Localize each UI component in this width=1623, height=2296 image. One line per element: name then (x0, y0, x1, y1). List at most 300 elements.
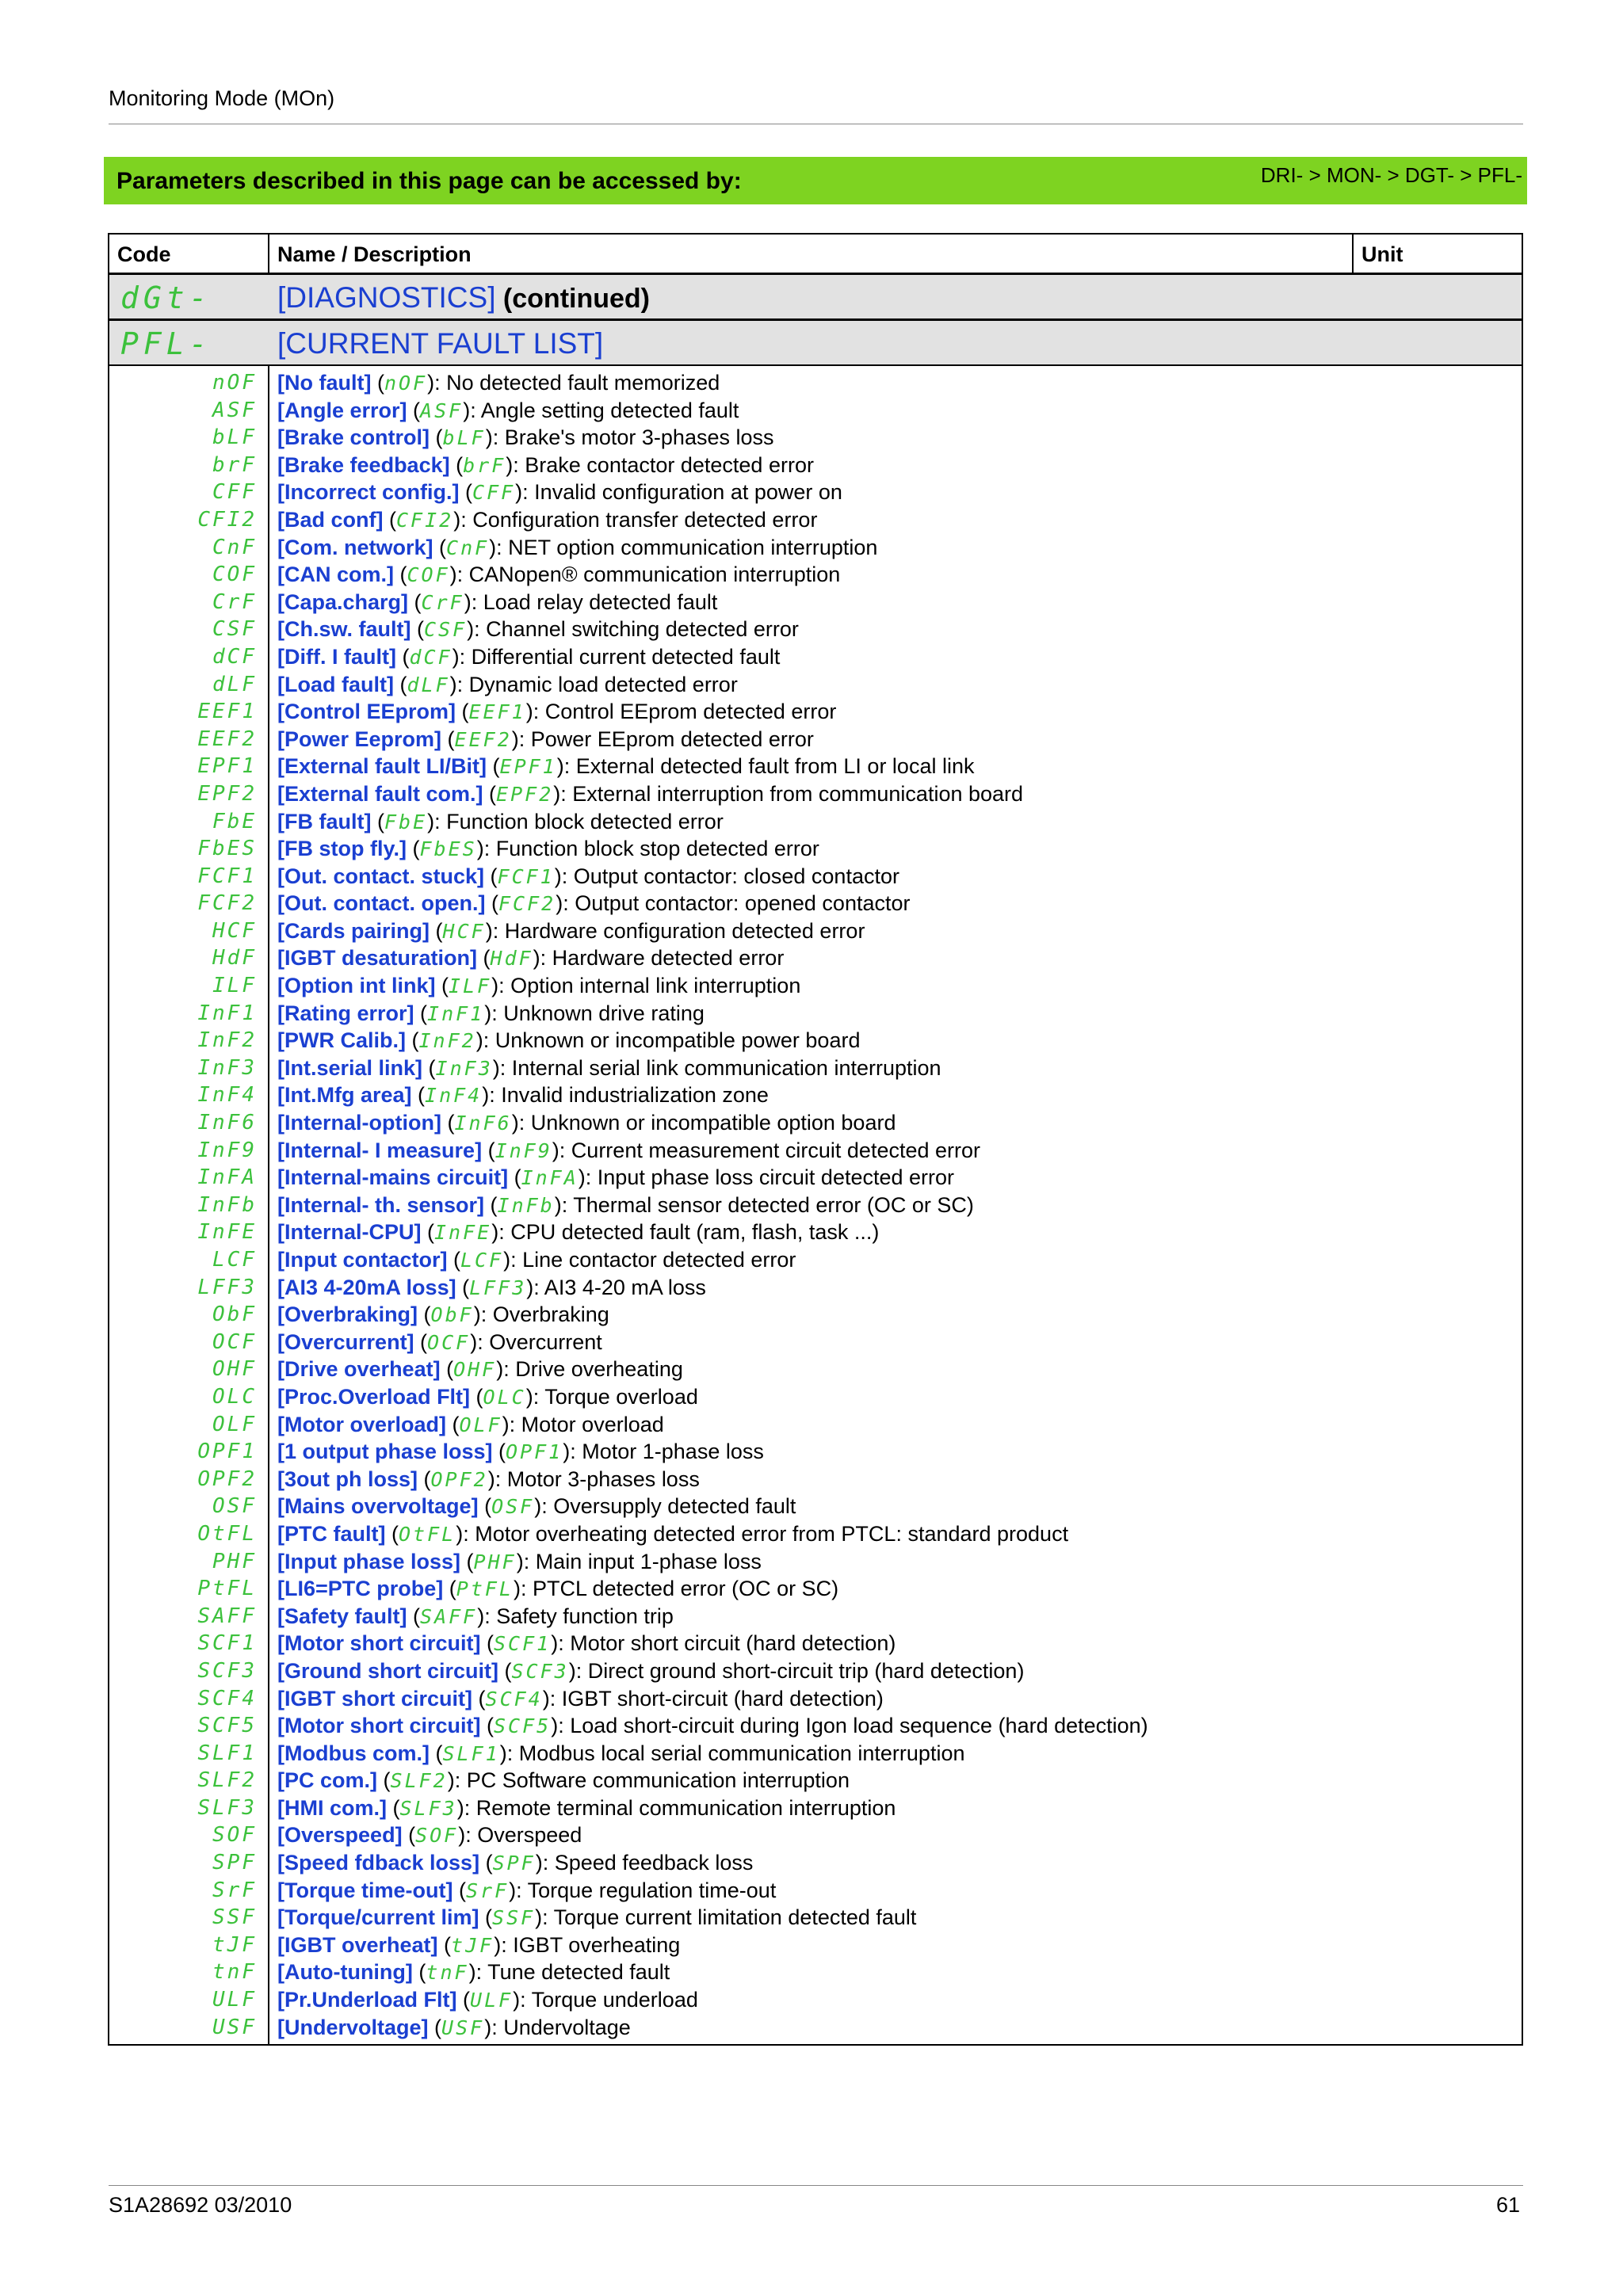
fault-code: FbES (197, 837, 257, 861)
fault-name: [Drive overheat] (277, 1357, 441, 1382)
fault-text: : Internal serial link communication interruption (499, 1055, 941, 1080)
section-title-main: [CURRENT FAULT LIST] (277, 327, 604, 360)
fault-code-inline: brF (463, 453, 506, 477)
fault-name: [PC com.] (277, 1768, 378, 1793)
fault-text: : Output contactor: closed contactor (561, 864, 899, 888)
table-row (109, 1109, 1522, 1137)
fault-code-inline: ILF (448, 974, 492, 998)
fault-name: [Undervoltage] (277, 2015, 429, 2039)
fault-code: OSF (212, 1494, 257, 1519)
table-row (109, 835, 1522, 863)
fault-name: [Brake feedback] (277, 452, 450, 477)
fault-code: SAFF (197, 1604, 257, 1628)
table-row (109, 780, 1522, 808)
fault-name: [Torque time-out] (277, 1878, 453, 1902)
fault-description: [Incorrect config.] (CFF): Invalid configuration at power on (277, 480, 842, 505)
fault-text: : Remote terminal communication interruption (464, 1795, 896, 1820)
fault-name: [1 output phase loss] (277, 1440, 493, 1464)
fault-name: [Incorrect config.] (277, 480, 460, 505)
fault-text: : Modbus local serial communication interruption (506, 1741, 965, 1765)
fault-code-inline: tnF (426, 1961, 469, 1985)
table-row (109, 1411, 1522, 1439)
fault-text: : Power EEprom detected error (518, 727, 814, 751)
fault-description: [Motor short circuit] (SCF1): Motor short circuit (hard detection) (277, 1631, 896, 1656)
fault-code-inline: EEF2 (454, 727, 512, 751)
fault-name: [Mains overvoltage] (277, 1494, 479, 1519)
table-row (109, 972, 1522, 1000)
fault-description: [Int.serial link] (InF3): Internal serial link communication interruption (277, 1055, 941, 1080)
fault-name: [Pr.Underload Flt] (277, 1988, 457, 2012)
fault-text: : Unknown drive rating (491, 1001, 705, 1025)
fault-code-inline: ObF (430, 1303, 474, 1327)
fault-code-inline: CrF (421, 590, 464, 614)
table-row (109, 1055, 1522, 1082)
fault-code: SLF2 (197, 1768, 257, 1793)
fault-code: SCF5 (197, 1714, 257, 1738)
table-row (109, 1493, 1522, 1520)
fault-description: [Rating error] (InF1): Unknown drive rating (277, 1001, 705, 1025)
fault-name: [PTC fault] (277, 1521, 386, 1546)
table-row (109, 1466, 1522, 1493)
table-row (109, 1027, 1522, 1055)
footer-rule (109, 2185, 1523, 2186)
fault-description: [Overbraking] (ObF): Overbraking (277, 1302, 609, 1327)
table-row (109, 1958, 1522, 1986)
fault-code-inline: InFA (521, 1166, 579, 1190)
fault-description: [Input contactor] (LCF): Line contactor detected error (277, 1248, 796, 1272)
fault-description: [Safety fault] (SAFF): Safety function trip (277, 1604, 674, 1628)
fault-code-inline: ASF (420, 399, 464, 422)
fault-code: brF (212, 452, 257, 477)
fault-text: : Hardware detected error (540, 946, 785, 971)
table-row (109, 452, 1522, 479)
fault-code: InF2 (197, 1028, 257, 1053)
fault-description: [Power Eeprom] (EEF2): Power EEprom detected error (277, 727, 814, 751)
table-row (109, 1137, 1522, 1165)
fault-description: [Ch.sw. fault] (CSF): Channel switching detected error (277, 617, 799, 642)
fault-text: : Control EEprom detected error (533, 700, 837, 724)
fault-code: PHF (212, 1549, 257, 1573)
fault-text: : Option internal link interruption (498, 974, 801, 998)
fault-code-inline: USF (441, 2016, 485, 2039)
fault-code: bLF (212, 425, 257, 450)
fault-name: [Internal-option] (277, 1111, 441, 1135)
fault-code: CSF (212, 617, 257, 642)
fault-code-inline: FCF2 (498, 892, 556, 916)
fault-description: [Angle error] (ASF): Angle setting detected fault (277, 398, 739, 422)
fault-code: SLF1 (197, 1741, 257, 1765)
fault-name: [Diff. I fault] (277, 644, 396, 669)
fault-text: : No detected fault memorized (434, 371, 720, 395)
fault-name: [Ch.sw. fault] (277, 617, 411, 642)
fault-name: [IGBT overheat] (277, 1932, 438, 1957)
fault-code: InFA (197, 1165, 257, 1190)
fault-description: [1 output phase loss] (OPF1): Motor 1-phase loss (277, 1440, 764, 1464)
fault-code-inline: OHF (453, 1358, 497, 1382)
fault-code-inline: SLF3 (399, 1796, 457, 1820)
fault-code-inline: SOF (415, 1824, 459, 1848)
col-header-code: Code (117, 242, 171, 266)
fault-code: InF4 (197, 1083, 257, 1108)
fault-description: [Motor overload] (OLF): Motor overload (277, 1412, 664, 1436)
fault-text: : Torque current limitation detected fault (542, 1905, 917, 1930)
fault-name: [Int.Mfg area] (277, 1083, 412, 1108)
fault-description: [Capa.charg] (CrF): Load relay detected fault (277, 589, 718, 614)
fault-text: : IGBT short-circuit (hard detection) (549, 1686, 884, 1711)
fault-name: [FB fault] (277, 809, 372, 833)
fault-description: [IGBT short circuit] (SCF4): IGBT short-circuit (hard detection) (277, 1686, 884, 1711)
fault-code: LCF (212, 1248, 257, 1272)
fault-name: [Ground short circuit] (277, 1658, 498, 1683)
fault-text: : AI3 4-20 mA loss (533, 1275, 706, 1299)
fault-code: SOF (212, 1823, 257, 1848)
table-row (109, 1986, 1522, 2014)
table-row (109, 1274, 1522, 1302)
fault-code-inline: LFF3 (469, 1276, 527, 1299)
fault-code-inline: InFb (497, 1193, 555, 1217)
fault-name: [FB stop fly.] (277, 837, 407, 861)
fault-text: : Channel switching detected error (474, 617, 799, 642)
fault-code-inline: EPF2 (496, 782, 554, 806)
table-row (109, 1301, 1522, 1329)
fault-name: [Out. contact. open.] (277, 891, 486, 916)
table-row (109, 917, 1522, 945)
fault-text: : Motor overload (509, 1412, 664, 1436)
table-row (109, 589, 1522, 616)
table-row (109, 1767, 1522, 1794)
fault-code: HCF (212, 918, 257, 943)
fault-name: [Auto-tuning] (277, 1960, 413, 1985)
fault-text: : Invalid industrialization zone (489, 1083, 769, 1108)
fault-code-inline: ULF (470, 1989, 514, 2012)
fault-name: [Cards pairing] (277, 918, 430, 943)
table-row (109, 1520, 1522, 1548)
fault-code-inline: bLF (442, 426, 486, 450)
fault-name: [Motor overload] (277, 1412, 446, 1436)
fault-description: [FB stop fly.] (FbES): Function block stop detected error (277, 837, 819, 861)
fault-code: ILF (212, 974, 257, 998)
section-band-fault-list (109, 318, 1522, 366)
fault-name: [Out. contact. stuck] (277, 864, 485, 888)
table-row (109, 2014, 1522, 2042)
fault-code-inline: dCF (409, 645, 453, 669)
access-bar (104, 157, 1527, 204)
fault-code: dCF (212, 644, 257, 669)
fault-code-inline: InFE (434, 1221, 492, 1245)
fault-name: [AI3 4-20mA loss] (277, 1275, 456, 1299)
table-row (109, 1329, 1522, 1356)
fault-code-inline: PHF (473, 1550, 517, 1573)
fault-text: : Torque overload (533, 1384, 698, 1409)
fault-description: [LI6=PTC probe] (PtFL): PTCL detected error (OC or SC) (277, 1577, 839, 1601)
fault-description: [Speed fdback loss] (SPF): Speed feedback loss (277, 1851, 754, 1875)
fault-description: [Internal- th. sensor] (InFb): Thermal sensor detected error (OC or SC) (277, 1192, 974, 1217)
fault-code: FCF2 (197, 891, 257, 916)
fault-name: [Torque/current lim] (277, 1905, 479, 1930)
fault-text: : Main input 1-phase loss (523, 1549, 762, 1573)
fault-text: : Line contactor detected error (510, 1248, 796, 1272)
fault-text: : Dynamic load detected error (456, 672, 738, 696)
section-title-main: [DIAGNOSTICS] (277, 281, 496, 314)
fault-description: [External fault com.] (EPF2): External interruption from communication board (277, 781, 1024, 806)
table-row (109, 1932, 1522, 1959)
fault-description: [Out. contact. open.] (FCF2): Output contactor: opened contactor (277, 891, 911, 916)
fault-text: : Torque underload (520, 1988, 698, 2012)
fault-name: [Control EEprom] (277, 700, 456, 724)
fault-description: [Option int link] (ILF): Option internal link interruption (277, 974, 801, 998)
section-title (277, 327, 603, 360)
section-code: dGt- (120, 280, 212, 315)
fault-code-inline: nOF (384, 372, 428, 395)
fault-code: OLC (212, 1384, 257, 1409)
fault-code-inline: CnF (446, 536, 490, 559)
fault-code-inline: FbE (384, 810, 428, 833)
fault-name: [Internal- I measure] (277, 1138, 483, 1162)
fault-text: : CANopen® communication interruption (456, 563, 841, 587)
table-row (109, 1575, 1522, 1603)
fault-name: [Internal-mains circuit] (277, 1165, 509, 1190)
table-row (109, 1356, 1522, 1383)
table-row (109, 1548, 1522, 1576)
table-row (109, 1164, 1522, 1192)
fault-code: SLF3 (197, 1795, 257, 1820)
fault-name: [Option int link] (277, 974, 436, 998)
fault-text: : Hardware configuration detected error (492, 918, 865, 943)
footer-page-number: 61 (1495, 2193, 1520, 2217)
fault-code-inline: EPF1 (499, 755, 557, 779)
fault-text: : Overcurrent (477, 1329, 602, 1354)
fault-code-inline: HdF (490, 947, 533, 971)
fault-code-inline: InF9 (495, 1138, 552, 1162)
fault-code: CrF (212, 589, 257, 614)
table-row (109, 1821, 1522, 1849)
fault-text: : Configuration transfer detected error (460, 507, 818, 532)
access-label: Parameters described in this page can be accessed by: (116, 168, 742, 194)
fault-description: [No fault] (nOF): No detected fault memorized (277, 371, 720, 395)
fault-name: [Internal-CPU] (277, 1220, 422, 1245)
fault-name: [Rating error] (277, 1001, 414, 1025)
fault-name: [CAN com.] (277, 563, 394, 587)
fault-code: SSF (212, 1905, 257, 1930)
table-row (109, 397, 1522, 425)
fault-code: OPF2 (197, 1466, 257, 1491)
fault-description: [Brake feedback] (brF): Brake contactor detected error (277, 452, 814, 477)
fault-description: [Motor short circuit] (SCF5): Load short-circuit during Igon load sequence (hard detection) (277, 1714, 1148, 1738)
fault-text: : Differential current detected fault (459, 644, 781, 669)
fault-code-inline: SCF4 (485, 1687, 543, 1711)
fault-code-inline: InF2 (418, 1029, 476, 1053)
table-row (109, 808, 1522, 836)
fault-code-inline: OtFL (398, 1522, 456, 1546)
table-row (109, 1192, 1522, 1219)
fault-name: [Overcurrent] (277, 1329, 414, 1354)
table-row (109, 698, 1522, 726)
fault-code: USF (212, 2015, 257, 2039)
fault-description: [Undervoltage] (USF): Undervoltage (277, 2015, 631, 2039)
fault-text: : Function block stop detected error (483, 837, 819, 861)
fault-code: OLF (212, 1412, 257, 1436)
fault-text: : Unknown or incompatible power board (483, 1028, 861, 1053)
fault-text: : Overbraking (480, 1302, 609, 1327)
fault-code-inline: OLC (483, 1385, 526, 1409)
fault-text: : Direct ground short-circuit trip (hard detection) (575, 1658, 1025, 1683)
table-row (109, 1000, 1522, 1028)
fault-description: [FB fault] (FbE): Function block detected error (277, 809, 724, 833)
table-row (109, 1630, 1522, 1657)
fault-description: [Cards pairing] (HCF): Hardware configuration detected error (277, 918, 865, 943)
table-row (109, 1438, 1522, 1466)
fault-code: FbE (212, 809, 257, 833)
col-header-unit: Unit (1361, 242, 1403, 266)
fault-description: [CAN com.] (COF): CANopen® communication interruption (277, 563, 841, 587)
fault-name: [Overbraking] (277, 1302, 418, 1327)
section-code: PFL- (120, 326, 212, 361)
fault-description: [Diff. I fault] (dCF): Differential current detected fault (277, 644, 781, 669)
table-row (109, 1383, 1522, 1411)
fault-description: [Pr.Underload Flt] (ULF): Torque underload (277, 1988, 698, 2012)
fault-code-inline: COF (407, 563, 450, 587)
fault-code-inline: SLF2 (390, 1769, 448, 1793)
fault-description: [Proc.Overload Flt] (OLC): Torque overload (277, 1384, 698, 1409)
table-row (109, 1712, 1522, 1740)
table-row (109, 561, 1522, 589)
fault-code: SCF4 (197, 1686, 257, 1711)
fault-text: : External detected fault from LI or local link (563, 754, 975, 779)
table-row (109, 1685, 1522, 1713)
fault-code-inline: OLF (459, 1413, 502, 1436)
fault-text: : Oversupply detected fault (541, 1494, 796, 1519)
fault-code-inline: SSF (492, 1906, 536, 1930)
fault-code-inline: SCF3 (511, 1659, 569, 1683)
fault-description: [Internal-mains circuit] (InFA): Input phase loss circuit detected error (277, 1165, 955, 1190)
fault-text: : Unknown or incompatible option board (518, 1111, 896, 1135)
fault-name: [Modbus com.] (277, 1741, 430, 1765)
fault-description: [Torque/current lim] (SSF): Torque current limitation detected fault (277, 1905, 917, 1930)
fault-code: ULF (212, 1988, 257, 2012)
fault-code-inline: CFF (472, 481, 516, 505)
fault-description: [Out. contact. stuck] (FCF1): Output contactor: closed contactor (277, 864, 899, 888)
fault-code-inline: OSF (491, 1495, 535, 1519)
fault-text: : Torque regulation time-out (516, 1878, 777, 1902)
fault-text: : Angle setting detected fault (470, 398, 739, 422)
fault-name: [Internal- th. sensor] (277, 1192, 485, 1217)
fault-description: [External fault LI/Bit] (EPF1): External detected fault from LI or local link (277, 754, 975, 779)
table-row (109, 1904, 1522, 1932)
fault-description: [Auto-tuning] (tnF): Tune detected fault (277, 1960, 670, 1985)
fault-code: OHF (212, 1357, 257, 1382)
fault-code-inline: OPF2 (430, 1467, 488, 1491)
table-row (109, 1081, 1522, 1109)
table-row (109, 863, 1522, 891)
fault-code-inline: HCF (442, 919, 486, 943)
fault-code: ObF (212, 1302, 257, 1327)
fault-code: InF9 (197, 1138, 257, 1162)
fault-text: : Load relay detected fault (471, 589, 718, 614)
table-row (109, 424, 1522, 452)
fault-text: : Motor 1-phase loss (570, 1440, 764, 1464)
fault-name: [External fault com.] (277, 781, 483, 806)
table-row (109, 1657, 1522, 1685)
fault-list (109, 369, 1522, 2041)
fault-description: [Brake control] (bLF): Brake's motor 3-phases loss (277, 425, 774, 450)
table-row (109, 1794, 1522, 1822)
parameter-table (108, 233, 1523, 2046)
fault-code-inline: EEF1 (468, 700, 526, 724)
fault-name: [Angle error] (277, 398, 407, 422)
fault-description: [Internal- I measure] (InF9): Current measurement circuit detected error (277, 1138, 981, 1162)
fault-text: : NET option communication interruption (496, 535, 878, 559)
page-header-title: Monitoring Mode (MOn) (109, 86, 335, 110)
fault-name: [Motor short circuit] (277, 1714, 481, 1738)
fault-code: EEF1 (197, 700, 257, 724)
fault-code-inline: dLF (407, 673, 450, 696)
fault-name: [Int.serial link] (277, 1055, 423, 1080)
fault-name: [PWR Calib.] (277, 1028, 406, 1053)
fault-code-inline: FCF1 (497, 864, 555, 888)
fault-description: [Torque time-out] (SrF): Torque regulation time-out (277, 1878, 777, 1902)
fault-description: [Overspeed] (SOF): Overspeed (277, 1823, 582, 1848)
fault-description: [PC com.] (SLF2): PC Software communication interruption (277, 1768, 850, 1793)
fault-description: [PWR Calib.] (InF2): Unknown or incompatible power board (277, 1028, 861, 1053)
fault-code-inline: SCF1 (494, 1632, 552, 1656)
fault-code: InFE (197, 1220, 257, 1245)
fault-description: [3out ph loss] (OPF2): Motor 3-phases loss (277, 1466, 700, 1491)
fault-name: [Bad conf] (277, 507, 384, 532)
table-row (109, 369, 1522, 397)
fault-name: [Safety fault] (277, 1604, 407, 1628)
fault-code-inline: InF3 (435, 1056, 493, 1080)
fault-code-inline: InF4 (425, 1084, 483, 1108)
fault-name: [Proc.Overload Flt] (277, 1384, 471, 1409)
fault-description: [Control EEprom] (EEF1): Control EEprom detected error (277, 700, 837, 724)
fault-name: [IGBT desaturation] (277, 946, 478, 971)
table-row (109, 534, 1522, 562)
fault-name: [Input phase loss] (277, 1549, 461, 1573)
fault-description: [Internal-option] (InF6): Unknown or incompatible option board (277, 1111, 896, 1135)
fault-code: HdF (212, 946, 257, 971)
fault-code-inline: OPF1 (506, 1440, 563, 1464)
fault-description: [Int.Mfg area] (InF4): Invalid industrialization zone (277, 1083, 769, 1108)
table-row (109, 1877, 1522, 1905)
fault-name: [No fault] (277, 371, 372, 395)
fault-code: InF6 (197, 1111, 257, 1135)
table-row (109, 1219, 1522, 1246)
table-row (109, 643, 1522, 671)
fault-name: [Input contactor] (277, 1248, 448, 1272)
fault-description: [AI3 4-20mA loss] (LFF3): AI3 4-20 mA loss (277, 1275, 706, 1299)
fault-name: [3out ph loss] (277, 1466, 418, 1491)
fault-text: : External interruption from communication board (560, 781, 1024, 806)
fault-text: : Output contactor: opened contactor (563, 891, 911, 916)
fault-description: [IGBT desaturation] (HdF): Hardware detected error (277, 946, 785, 971)
fault-description: [Bad conf] (CFI2): Configuration transfer detected error (277, 507, 818, 532)
fault-text: : Undervoltage (491, 2015, 631, 2039)
fault-code-inline: tJF (451, 1933, 495, 1957)
fault-code: SrF (212, 1878, 257, 1902)
fault-text: : IGBT overheating (501, 1932, 681, 1957)
fault-description: [Modbus com.] (SLF1): Modbus local serial communication interruption (277, 1741, 965, 1765)
fault-text: : CPU detected fault (ram, flash, task ...) (498, 1220, 880, 1245)
fault-name: [External fault LI/Bit] (277, 754, 487, 779)
section-band-diagnostics (109, 273, 1522, 318)
fault-code: EPF2 (197, 781, 257, 806)
fault-code: SCF3 (197, 1658, 257, 1683)
fault-code-inline: SrF (465, 1878, 510, 1902)
fault-text: : Safety function trip (484, 1604, 674, 1628)
fault-code-inline: OCF (427, 1330, 471, 1354)
fault-name: [HMI com.] (277, 1795, 387, 1820)
fault-description: [Mains overvoltage] (OSF): Oversupply detected fault (277, 1494, 796, 1519)
